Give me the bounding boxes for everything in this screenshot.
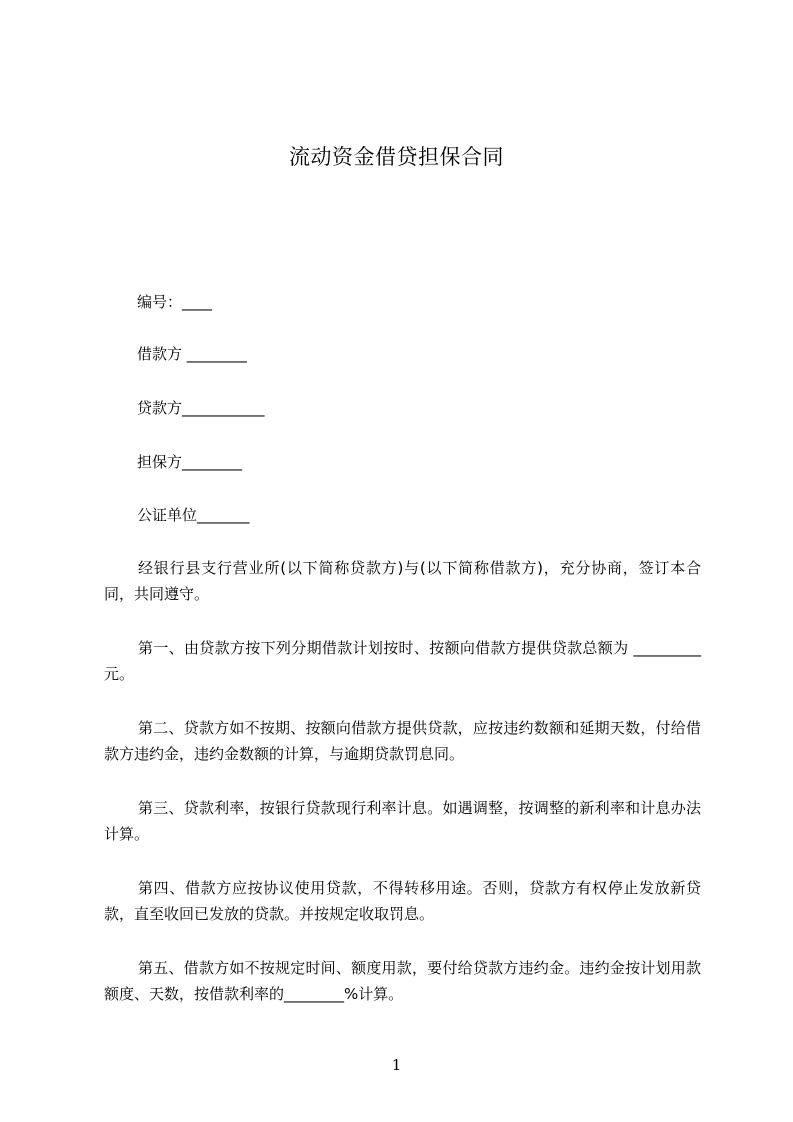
guarantor-field: 担保方________ (137, 453, 243, 471)
notary-field: 公证单位_______ (137, 506, 250, 524)
clause-5-paragraph: 第五、借款方如不按规定时间、额度用款，要付给贷款方违约金。违约金按计划用款额度、天数，按借款利率的________%计算。 (104, 959, 701, 1003)
clause-3-paragraph: 第三、贷款利率，按银行贷款现行利率计息。如遇调整，按调整的新利率和计息办法计算。 (104, 799, 701, 843)
contract-number-field: 编号：____ (137, 293, 213, 311)
clause-4-paragraph: 第四、借款方应按协议使用贷款，不得转移用途。否则，贷款方有权停止发放新贷款，直至收回已发放的贷款。并按规定收取罚息。 (104, 879, 701, 923)
clause-1-paragraph: 第一、由贷款方按下列分期借款计划按时、按额向借款方提供贷款总额为 _________元。 (104, 639, 701, 683)
page-number: 1 (391, 1056, 402, 1074)
borrower-field: 借款方 ________ (137, 345, 247, 363)
document-title: 流动资金借贷担保合同 (289, 145, 504, 169)
lender-field: 贷款方___________ (137, 399, 265, 417)
clause-2-paragraph: 第二、贷款方如不按期、按额向借款方提供贷款，应按违约数额和延期天数，付给借款方违约金，违约金数额的计算，与逾期贷款罚息同。 (104, 719, 701, 763)
intro-paragraph: 经银行县支行营业所(以下简称贷款方)与(以下简称借款方)，充分协商，签订本合同，共同遵守。 (104, 559, 701, 603)
